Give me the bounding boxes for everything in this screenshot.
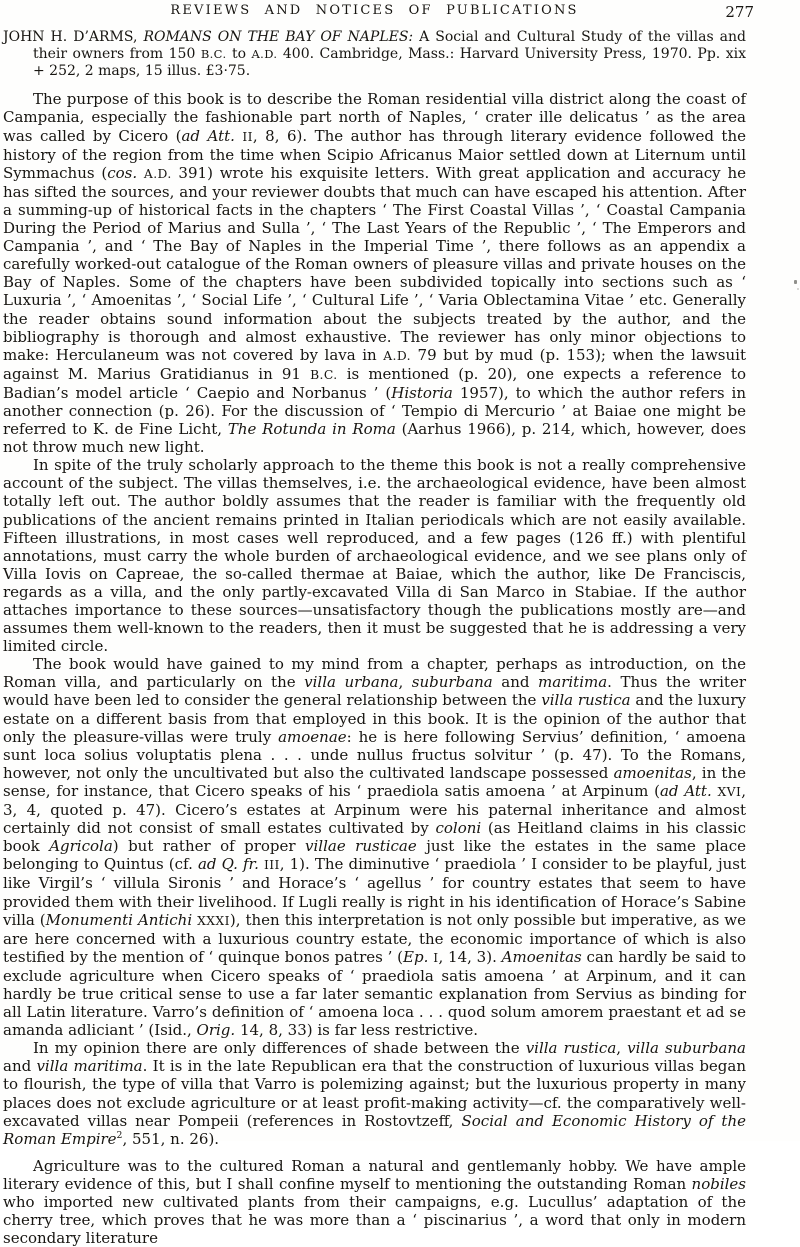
paragraph-3: The book would have gained to my mind from a chapter, perhaps as introduction, on the Roman villa, and particularly on the villa urbana, suburbana and maritima. Thus the writer would have been led to consider the general relationship between the villa rustica and the luxury estate on a different basis from that employed in this book. It is the opinion of the author that only the pleasure-villas were truly amoenae: he is here following Servius’ definition, ‘ amoena sunt loca solius voluptatis plena . . . unde nullus fructus solvitur ’ (p. 47). To the Romans, however, not only the uncultivated but also the cultivated landscape possessed amoenitas, in the sense, for instance, that Cicero speaks of his ‘ praediola satis amoena ’ at Arpinum (ad Att. XVI, 3, 4, quoted p. 47). Cicero’s estates at Arpinum were his paternal inheritance and almost certainly did not consist of small estates cultivated by coloni (as Heitland claims in his classic book Agricola) but rather of proper villae rusticae just like the estates in the same place belonging to Quintus (cf. ad Q. fr. III, 1). The diminutive ‘ praediola ’ I consider to be playful, just like Virgil’s ‘ villula Sironis ’ and Horace’s ‘ agellus ’ for country estates that seem to have provided them with their livelihood. If Lugli really is right in his identification of Horace’s Sabine villa (Monumenti Antichi XXXI), then this interpretation is not only possible but imperative, as we are here concerned with a luxurious country estate, the economic importance of which is also testified by the mention of ‘ quinque bonos patres ’ (Ep. I, 14, 3). Amoenitas can hardly be said to exclude agriculture when Cicero speaks of ‘ praediola satis amoena ’ at Arpinum, and it can hardly be true critical sense to use a far later semantic explanation from Servius as binding for all Latin literature. Varro’s definition of ‘ amoena loca . . . quod solum amorem praestant et ad se amanda adliciant ’ (Isid., Orig. 14, 8, 33) is far less restrictive.: [3, 655, 747, 1040]
paragraph-1: The purpose of this book is to describe the Roman residential villa district along the coast of Campania, especially the fashionable part north of Naples, ‘ crater ille delicatus ’ as the area was called by Cicero (ad Att. II, 8, 6). The author has through literary evidence followed the history of the region from the time when Scipio Africanus Maior settled down at Liternum until Symmachus (cos. A.D. 391) wrote his exquisite letters. With great application and accuracy he has sifted the sources, and your reviewer doubts that much can have escaped his attention. After a summing-up of historical facts in the chapters ‘ The First Coastal Villas ’, ‘ Coastal Campania During the Period of Marius and Sulla ’, ‘ The Last Years of the Republic ’, ‘ The Emperors and Campania ’, and ‘ The Bay of Naples in the Imperial Time ’, there follows as an appendix a carefully worked-out catalogue of the Roman owners of pleasure villas and private houses on the Bay of Naples. Some of the chapters have been subdivided topically into sections such as ‘ Luxuria ’, ‘ Amoenitas ’, ‘ Social Life ’, ‘ Cultural Life ’, ‘ Varia Oblectamina Vitae ’ etc. Generally the reader obtains sound information about the subjects treated by the author, and the bibliography is thorough and almost exhaustive. The reviewer has only minor objections to make: Herculaneum was not covered by lava in A.D. 79 but by mud (p. 153); when the lawsuit against M. Marius Gratidianus in 91 B.C. is mentioned (p. 20), one expects a reference to Badian’s model article ‘ Caepio and Norbanus ’ (Historia 1957), to which the author refers in another connection (p. 26). For the discussion of ‘ Tempio di Mercurio ’ at Baiae one might be referred to K. de Fine Licht, The Rotunda in Roma (Aarhus 1966), p. 214, which, however, does not throw much new light.: [3, 90, 747, 457]
paragraph-5: Agriculture was to the cultured Roman a natural and gentlemanly hobby. We have ample literary evidence of this, but I shall confine myself to mentioning the outstanding Roman nobiles who imported new cultivated plants from their campaigns, e.g. Lucullus’ adaptation of the cherry tree, which proves that he was more than a ‘ piscinarius ’, a word that only in modern secondary literature: [3, 1156, 746, 1247]
paragraph-2: In spite of the truly scholarly approach to the theme this book is not a really comprehensive account of the subject. The villas themselves, i.e. the archaeological evidence, have been almost totally left out. The author boldly assumes that the reader is familiar with the frequently old publications of the ancient remains printed in Italian periodicals which are not easily available. Fifteen illustrations, in most cases well reproduced, and a few pages (126 ff.) with plentiful annotations, must carry the whole burden of archaeological evidence, and we see plans only of Villa Iovis on Capreae, the so-called thermae at Baiae, which the author, like De Franciscis, regards as a villa, and the only partly-excavated Villa di San Marco in Stabiae. If the author attaches importance to these sources—unsatisfactory though the publications mostly are—and assumes them well-known to the readers, then it must be suggested that he is addressing a very limited circle.: [3, 456, 746, 656]
running-head: [3, 3, 754, 21]
section-header: REVIEWS AND NOTICES OF PUBLICATIONS: [170, 3, 579, 18]
paragraph-4: In my opinion there are only differences of shade between the villa rustica, villa suburbana and villa maritima. It is in the late Republican era that the construction of luxurious villas began to flourish, the type of villa that Varro is polemizing against; but the luxurious property in many places does not exclude agriculture or at least profit-making activity—cf. the comparatively well-excavated villas near Pompeii (references in Rostovtzeff, Social and Economic History of the Roman Empire$^2$, 551, n. 26).: [3, 1039, 747, 1148]
scan-artifact: [797, 288, 799, 290]
scan-artifact: [794, 280, 797, 284]
page-number: 277: [725, 3, 754, 21]
review-body: [3, 90, 746, 1247]
book-citation: JOHN H. D’ARMS, ROMANS ON THE BAY OF NAPLES: A Social and Cultural Study of the villas and their owners from 150 B.C. to A.D. 400. Cambridge, Mass.: Harvard University Press, 1970. Pp. xix + 252, 2 maps, 15 illus. £3·75.: [3, 29, 747, 79]
